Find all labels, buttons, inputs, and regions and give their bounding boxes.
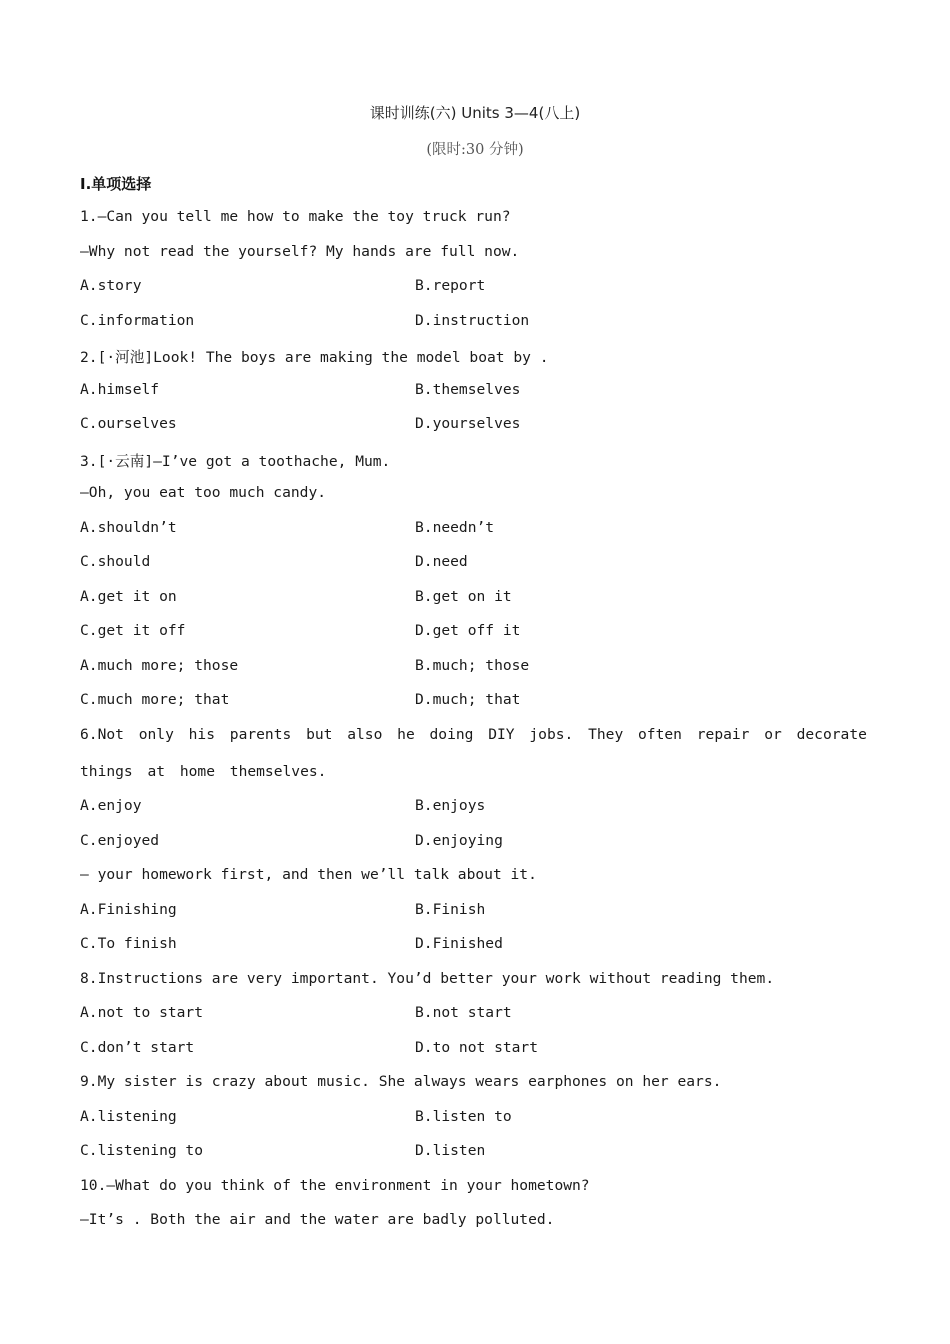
question-6-option-a: A.enjoy bbox=[80, 797, 142, 814]
question-8-stem: 8.Instructions are very important. You’d better your work without reading them. bbox=[80, 970, 775, 987]
question-2-option-a: A.himself bbox=[80, 381, 160, 398]
question-8-option-d: D.to not start bbox=[415, 1039, 539, 1056]
page-title: 课时训练(六) Units 3—4(八上) bbox=[369, 104, 581, 122]
question-4-option-b: B.get on it bbox=[415, 588, 512, 605]
question-3-stem-line-2: —Oh, you eat too much candy. bbox=[80, 484, 327, 501]
question-4-option-a: A.get it on bbox=[80, 588, 177, 605]
question-2-option-c: C.ourselves bbox=[80, 415, 177, 432]
question-1-option-d: D.instruction bbox=[415, 312, 530, 329]
question-3-option-d: D.need bbox=[415, 553, 468, 570]
question-5-option-b: B.much; those bbox=[415, 657, 530, 674]
question-2-option-d: D.yourselves bbox=[415, 415, 521, 432]
question-1-stem-line-1: 1.—Can you tell me how to make the toy truck run? bbox=[80, 208, 511, 225]
question-9-option-c: C.listening to bbox=[80, 1142, 204, 1159]
question-9-option-a: A.listening bbox=[80, 1108, 177, 1125]
question-6-stem: 6.Not only his parents but also he doing DIY jobs. They often repair or decorate things at home themselves. bbox=[80, 726, 867, 780]
question-8-option-b: B.not start bbox=[415, 1004, 512, 1021]
question-9-option-d: D.listen bbox=[415, 1142, 486, 1159]
time-limit: (限时:30 分钟) bbox=[426, 142, 524, 158]
question-4-option-d: D.get off it bbox=[415, 622, 521, 639]
question-5-option-c: C.much more; that bbox=[80, 691, 230, 708]
question-7-stem: — your homework first, and then we’ll talk about it. bbox=[80, 866, 537, 883]
question-2-stem: 2.[·河池]Look! The boys are making the model boat by . bbox=[80, 349, 549, 366]
section-heading: Ⅰ.单项选择 bbox=[80, 175, 152, 193]
question-6-option-d: D.enjoying bbox=[415, 832, 503, 849]
question-10-stem-line-2: —It’s . Both the air and the water are badly polluted. bbox=[80, 1211, 555, 1228]
question-1-option-a: A.story bbox=[80, 277, 142, 294]
question-7-option-d: D.Finished bbox=[415, 935, 503, 952]
question-8-option-c: C.don’t start bbox=[80, 1039, 195, 1056]
question-6-option-b: B.enjoys bbox=[415, 797, 486, 814]
question-9-stem: 9.My sister is crazy about music. She always wears earphones on her ears. bbox=[80, 1073, 722, 1090]
question-9-option-b: B.listen to bbox=[415, 1108, 512, 1125]
question-6-option-c: C.enjoyed bbox=[80, 832, 160, 849]
question-1-option-c: C.information bbox=[80, 312, 195, 329]
question-3-option-c: C.should bbox=[80, 553, 151, 570]
question-1-option-b: B.report bbox=[415, 277, 486, 294]
question-7-option-c: C.To finish bbox=[80, 935, 177, 952]
question-1-stem-line-2: —Why not read the yourself? My hands are full now. bbox=[80, 243, 520, 260]
question-8-option-a: A.not to start bbox=[80, 1004, 204, 1021]
question-5-option-d: D.much; that bbox=[415, 691, 521, 708]
question-3-option-a: A.shouldn’t bbox=[80, 519, 177, 536]
question-3-option-b: B.needn’t bbox=[415, 519, 495, 536]
question-3-stem-line-1: 3.[·云南]—I’ve got a toothache, Mum. bbox=[80, 453, 391, 470]
question-4-option-c: C.get it off bbox=[80, 622, 186, 639]
question-7-option-b: B.Finish bbox=[415, 901, 486, 918]
question-7-option-a: A.Finishing bbox=[80, 901, 177, 918]
question-2-option-b: B.themselves bbox=[415, 381, 521, 398]
question-5-option-a: A.much more; those bbox=[80, 657, 239, 674]
question-10-stem-line-1: 10.—What do you think of the environment in your hometown? bbox=[80, 1177, 590, 1194]
